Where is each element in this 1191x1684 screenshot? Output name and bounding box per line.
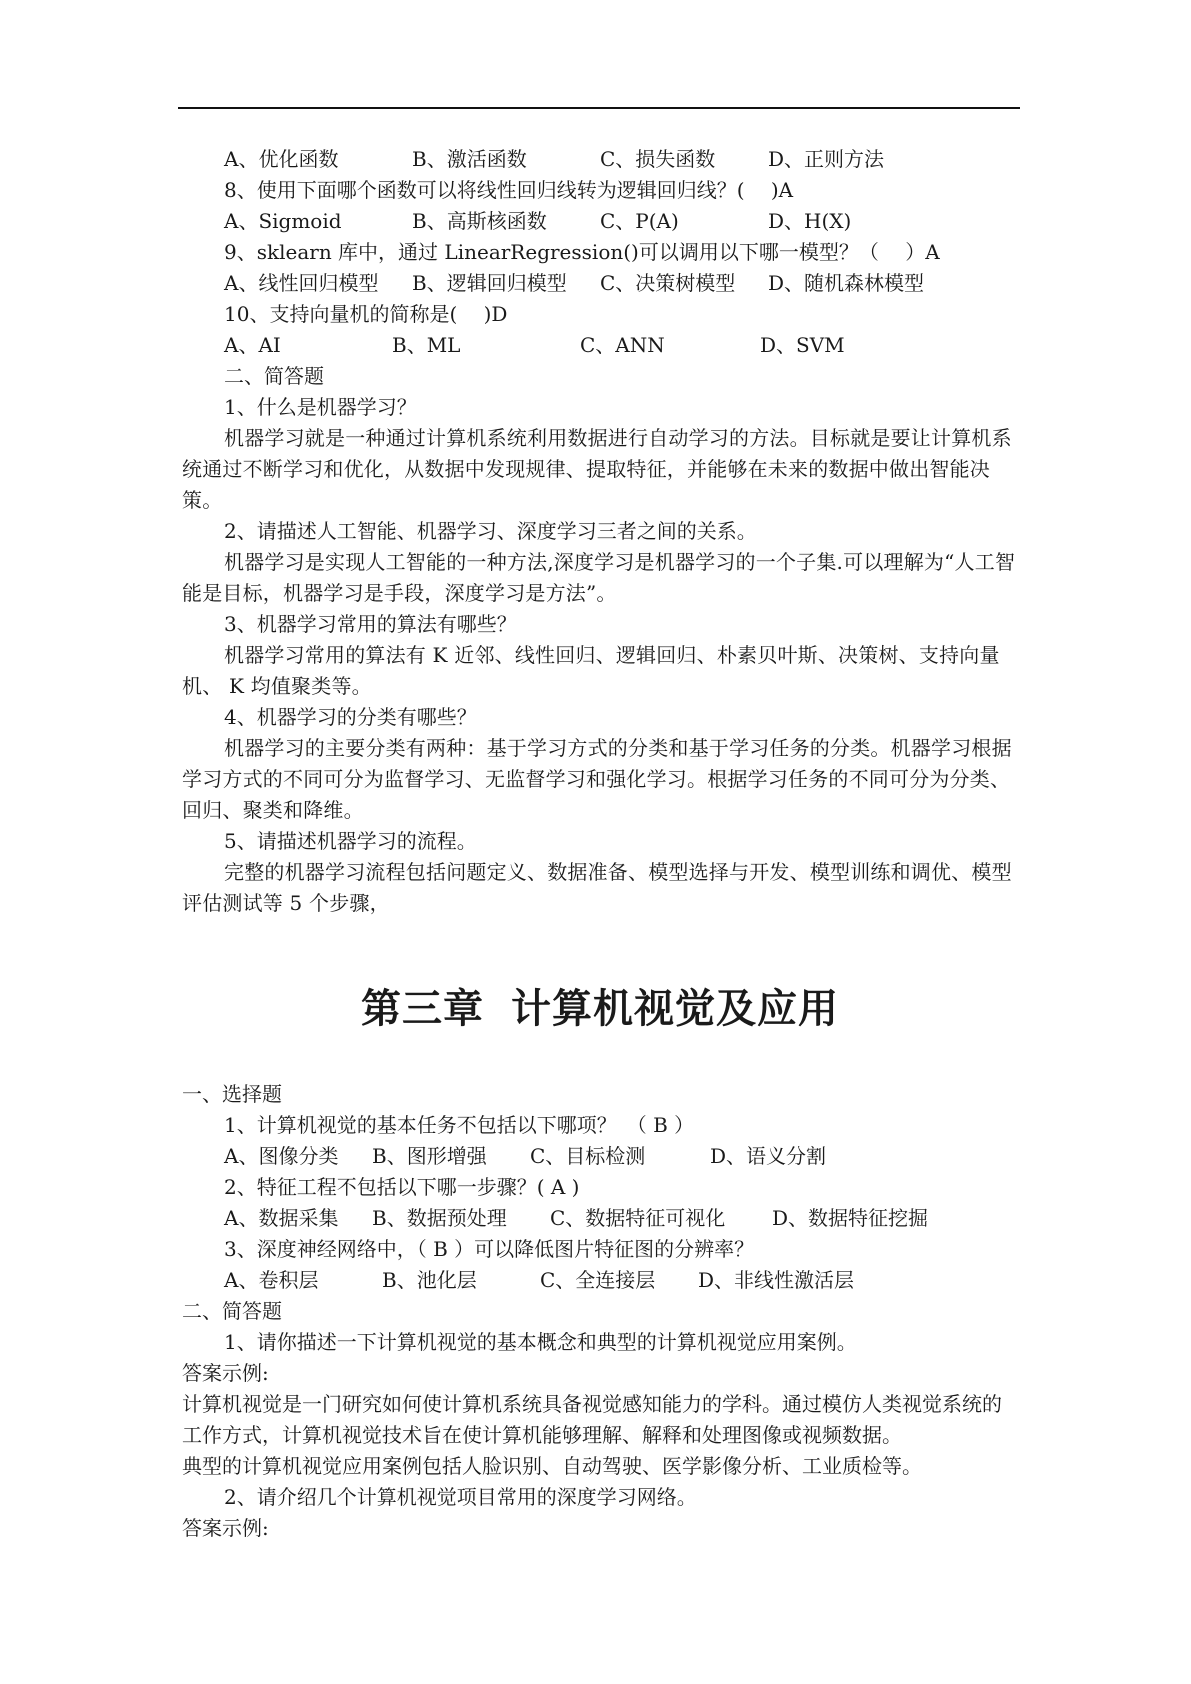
short-answer-3: 机器学习常用的算法有 K 近邻、线性回归、逻辑回归、朴素贝叶斯、决策树、支持向量机、 K 均值聚类等。	[182, 643, 1000, 698]
option: B、数据预处理	[372, 1206, 507, 1230]
short-answer-4: 机器学习的主要分类有两种：基于学习方式的分类和基于学习任务的分类。机器学习根据学习方式的不同可分为监督学习、无监督学习和强化学习。根据学习任务的不同可分为分类、回归、聚类和降维。	[182, 736, 1012, 822]
option: B、激活函数	[412, 147, 527, 171]
option: A、图像分类	[224, 1144, 339, 1168]
short-question-5: 5、请描述机器学习的流程。	[224, 829, 477, 853]
chapter-title: 第三章 计算机视觉及应用	[361, 986, 839, 1032]
option: C、损失函数	[600, 147, 716, 171]
ch3-short-question-1: 1、请你描述一下计算机视觉的基本概念和典型的计算机视觉应用案例。	[224, 1330, 857, 1354]
option: A、卷积层	[224, 1268, 319, 1292]
q7-options	[182, 144, 1018, 175]
ch3-answer-1-paragraph-2: 典型的计算机视觉应用案例包括人脸识别、自动驾驶、医学影像分析、工业质检等。	[182, 1454, 922, 1478]
option: D、语义分割	[710, 1144, 827, 1168]
option: A、数据采集	[224, 1206, 339, 1230]
short-answer-5: 完整的机器学习流程包括问题定义、数据准备、模型选择与开发、模型训练和调优、模型评估测试等 5 个步骤，	[182, 860, 1012, 915]
short-question-4: 4、机器学习的分类有哪些？	[224, 705, 477, 729]
option: B、图形增强	[372, 1144, 487, 1168]
q10-options	[182, 330, 1018, 361]
ch3-q3-options	[182, 1265, 1018, 1296]
ch3-answer-1-paragraph-1: 计算机视觉是一门研究如何使计算机系统具备视觉感知能力的学科。通过模仿人类视觉系统的工作方式，计算机视觉技术旨在使计算机能够理解、解释和处理图像或视频数据。	[182, 1392, 1002, 1447]
q8-options	[182, 206, 1018, 237]
ch3-question-3: 3、深度神经网络中，（ B ）可以降低图片特征图的分辨率？	[224, 1237, 755, 1261]
short-question-3: 3、机器学习常用的算法有哪些？	[224, 612, 517, 636]
option: A、优化函数	[224, 147, 339, 171]
answer-label: 答案示例:	[182, 1361, 269, 1385]
short-question-2: 2、请描述人工智能、机器学习、深度学习三者之间的关系。	[224, 519, 757, 543]
option: C、决策树模型	[600, 271, 736, 295]
short-answer-1: 机器学习就是一种通过计算机系统利用数据进行自动学习的方法。目标就是要让计算机系统通过不断学习和优化，从数据中发现规律、提取特征，并能够在未来的数据中做出智能决策。	[182, 426, 1012, 512]
option: D、随机森林模型	[768, 271, 925, 295]
option: C、数据特征可视化	[550, 1206, 726, 1230]
option: C、P(A)	[600, 209, 679, 233]
ch3-question-1: 1、计算机视觉的基本任务不包括以下哪项？ （ B ）	[224, 1113, 695, 1137]
ch3-short-question-2: 2、请介绍几个计算机视觉项目常用的深度学习网络。	[224, 1485, 697, 1509]
option: D、非线性激活层	[698, 1268, 855, 1292]
question-9: 9、sklearn 库中，通过 LinearRegression()可以调用以下哪一模型？（ ）A	[224, 240, 940, 264]
answer-label: 答案示例:	[182, 1516, 269, 1540]
section-heading-short-answer: 二、简答题	[182, 1299, 282, 1323]
section-heading-short-answer: 二、简答题	[224, 364, 324, 388]
page-content	[182, 144, 1018, 1544]
option: A、AI	[224, 333, 281, 357]
short-question-1: 1、什么是机器学习？	[224, 395, 417, 419]
question-8: 8、使用下面哪个函数可以将线性回归线转为逻辑回归线？( )A	[224, 178, 794, 202]
option: B、逻辑回归模型	[412, 271, 567, 295]
option: A、线性回归模型	[224, 271, 379, 295]
option: C、目标检测	[530, 1144, 646, 1168]
header-rule	[178, 107, 1020, 109]
short-answer-2: 机器学习是实现人工智能的一种方法,深度学习是机器学习的一个子集.可以理解为“人工智能是目标，机器学习是手段，深度学习是方法”。	[182, 550, 1016, 605]
q9-options	[182, 268, 1018, 299]
option: D、正则方法	[768, 147, 885, 171]
ch3-q1-options	[182, 1141, 1018, 1172]
option: B、高斯核函数	[412, 209, 547, 233]
option: D、SVM	[760, 333, 845, 357]
ch3-q2-options	[182, 1203, 1018, 1234]
section-heading-multiple-choice: 一、选择题	[182, 1082, 282, 1106]
option: B、池化层	[382, 1268, 477, 1292]
option: A、Sigmoid	[224, 209, 342, 233]
option: C、ANN	[580, 333, 665, 357]
option: D、数据特征挖掘	[772, 1206, 929, 1230]
option: B、ML	[392, 333, 461, 357]
question-10: 10、支持向量机的简称是( )D	[224, 302, 508, 326]
option: D、H(X)	[768, 209, 852, 233]
option: C、全连接层	[540, 1268, 656, 1292]
ch3-question-2: 2、特征工程不包括以下哪一步骤？( A )	[224, 1175, 580, 1199]
